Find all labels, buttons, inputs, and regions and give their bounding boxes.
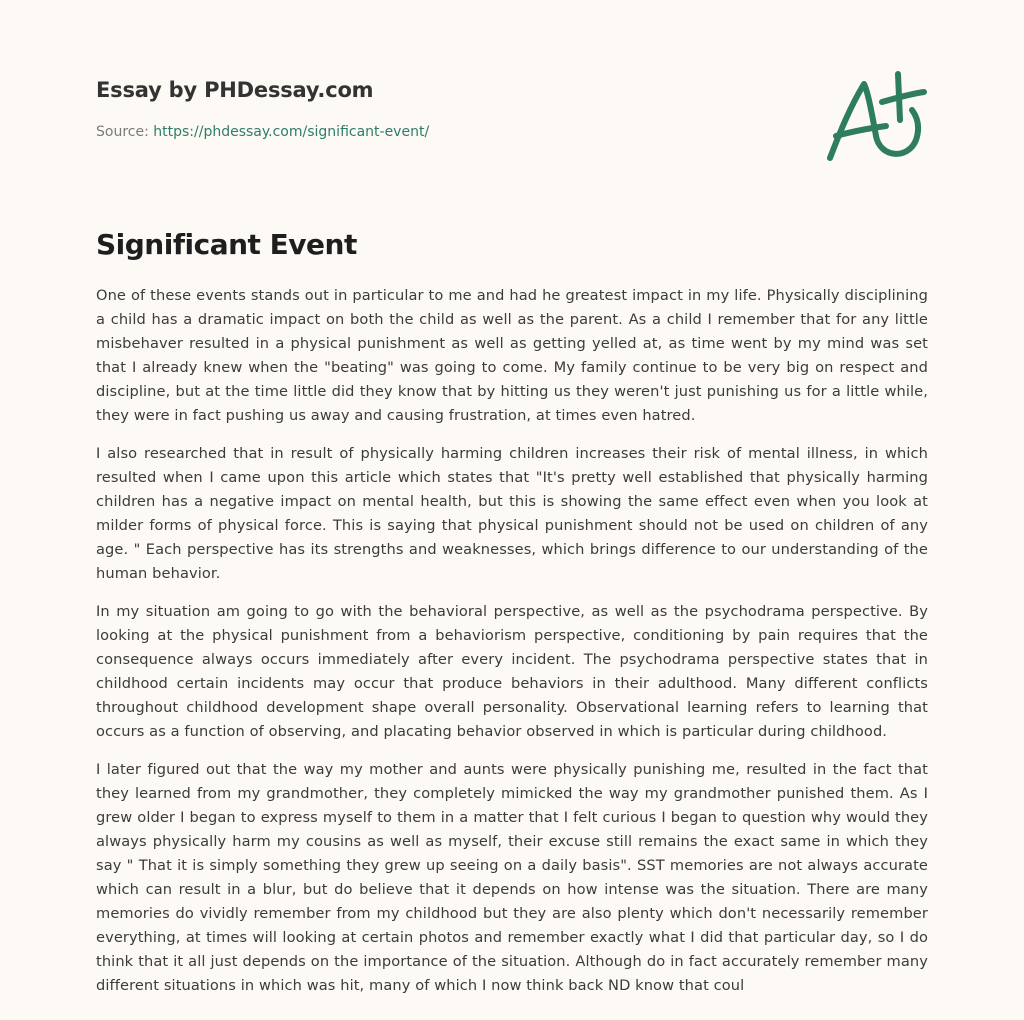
- essay-paragraph: In my situation am going to go with the behavioral perspective, as well as the psychodrama perspective. By looking at the physical punishment from a behaviorism perspective, conditioning by pain requires that the consequence always occurs immediately after every incident. The psychodrama perspective states that in childhood certain incidents may occur that produce behaviors in their adulthood. Many different conflicts throughout childhood development shape overall personality. Observational learning refers to learning that occurs as a function of observing, and placating behavior observed in which is particular during childhood.: [96, 603, 928, 740]
- site-title: Essay by PHDessay.com: [96, 78, 374, 102]
- essay-paragraph: I also researched that in result of physically harming children increases their risk of mental illness, in which resulted when I came upon this article which states that "It's pretty well established that physically harming children has a negative impact on mental health, but this is showing the same effect even when you look at milder forms of physical force. This is saying that physical punishment should not be used on children of any age. " Each perspective has its strengths and weaknesses, which brings difference to our understanding of the human behavior.: [96, 445, 928, 582]
- essay-paragraph: One of these events stands out in particular to me and had he greatest impact in my life. Physically disciplining a child has a dramatic impact on both the child as well as the parent. As a child I remember that for any little misbehaver resulted in a physical punishment as well as getting yelled at, as time went by my mind was set that I already knew when the "beating" was going to come. My family continue to be very big on respect and discipline, but at the time little did they know that by hitting us they weren't just punishing us for a little while, they were in fact pushing us away and causing frustration, at times even hatred.: [96, 287, 928, 424]
- essay-body: [96, 284, 928, 1012]
- essay-paragraph: I later figured out that the way my mother and aunts were physically punishing me, resulted in the fact that they learned from my grandmother, they completely mimicked the way my grandmother punished them. As I grew older I began to express myself to them in a matter that I felt curious I began to question why would they always physically harm my cousins as well as myself, their excuse still remains the exact same in which they say " That it is simply something they grew up seeing on a daily basis". SST memories are not always accurate which can result in a blur, but do believe that it depends on how intense was the situation. There are many memories do vividly remember from my childhood but they are also plenty which don't necessarily remember everything, at times will looking at certain photos and remember exactly what I did that particular day, so I do think that it all just depends on the importance of the situation. Although do in fact accurately remember many different situations in which was hit, many of which I now think back ND know that coul: [96, 761, 928, 994]
- source-link[interactable]: https://phdessay.com/significant-event/: [153, 124, 430, 140]
- source-label: Source:: [96, 124, 154, 140]
- a-plus-grade-icon: [820, 62, 936, 166]
- source-line: [96, 122, 796, 142]
- essay-header: [96, 76, 796, 142]
- essay-title: Significant Event: [96, 228, 357, 261]
